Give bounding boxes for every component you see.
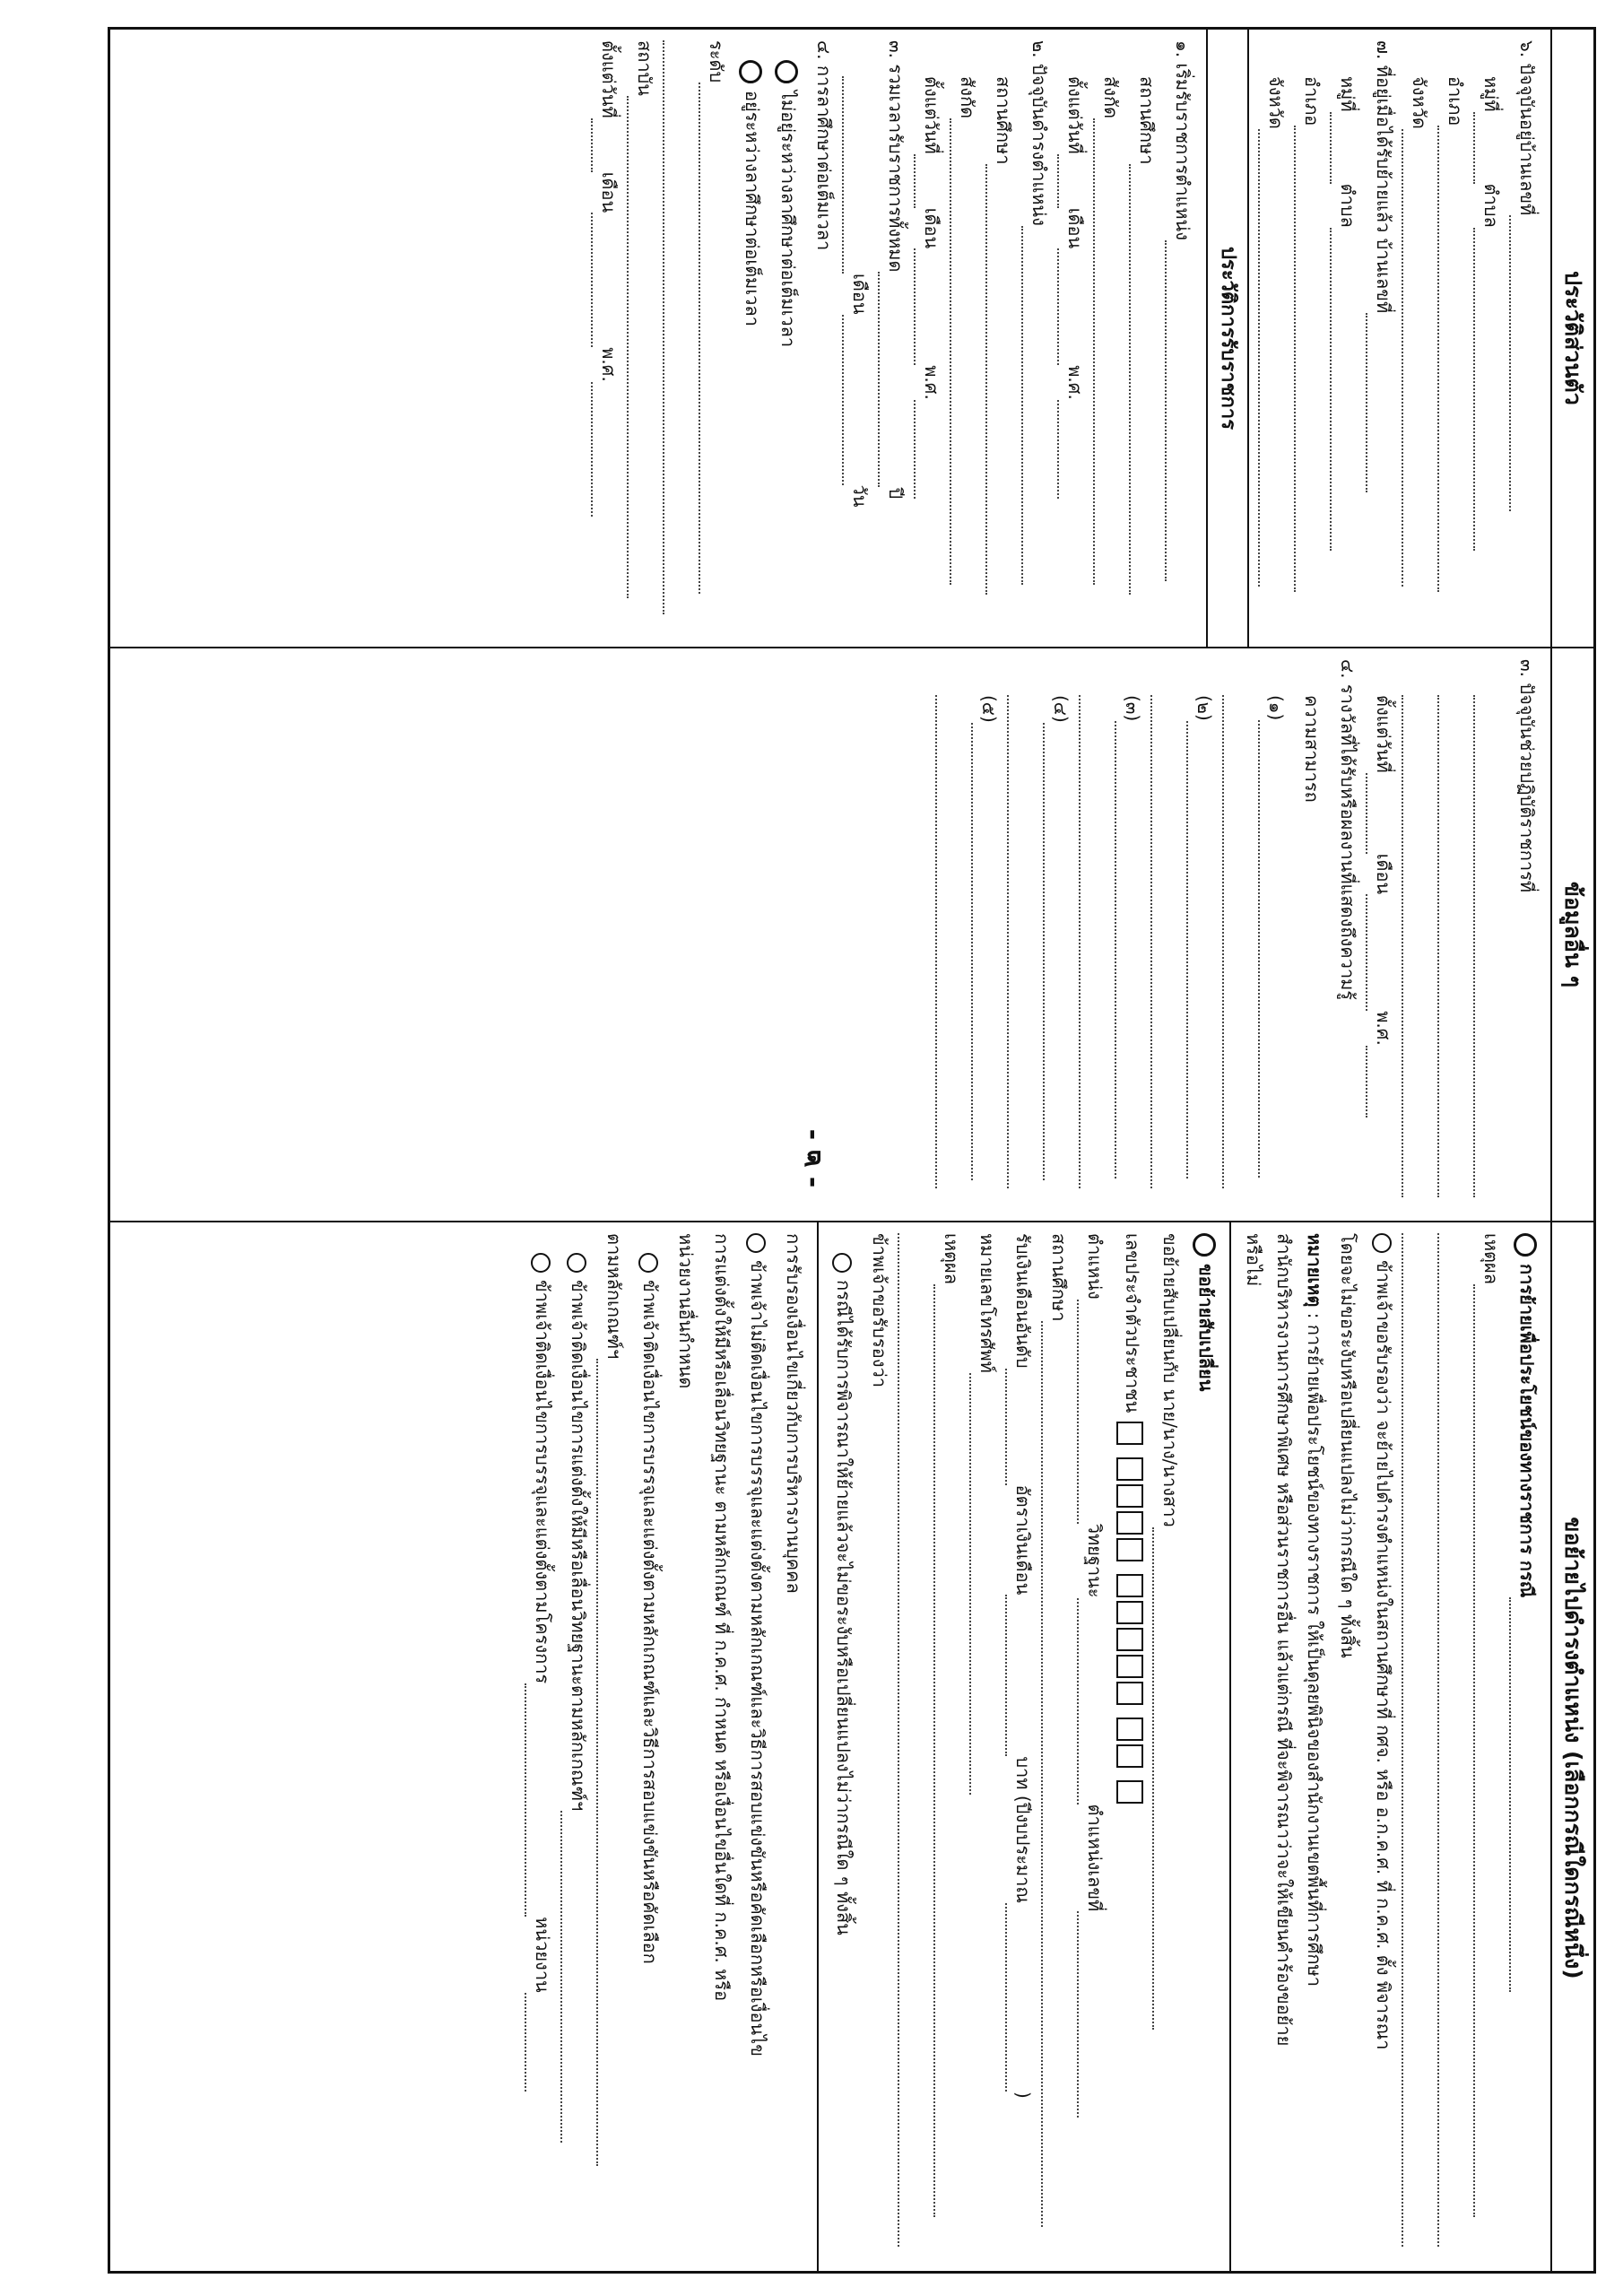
current-duty-row: ๓. ปัจจุบันช่วยปฏิบัติราชการที่ <box>1516 659 1538 893</box>
not-on-leave-radio[interactable] <box>776 60 799 83</box>
start-school-field[interactable] <box>1129 164 1150 595</box>
on-leave-option[interactable]: อยู่ระหว่างลาศึกษาต่อเต็มเวลา <box>734 40 770 638</box>
condition-2-row-2: ตามหลักเกณฑ์ฯ <box>596 1233 632 2265</box>
id-digit-box[interactable] <box>1116 1780 1143 1804</box>
condition-3-field[interactable] <box>560 1811 582 2143</box>
condition-1-option[interactable]: ข้าพเจ้าไม่ติดเงื่อนไขการบรรจุและแต่งตั้งตามหลักเกณฑ์และวิธีการสอบแข่งขันหรือคัดเลือกหรือเงื่อนไข <box>740 1233 776 2265</box>
swap-school-row: สถานศึกษา <box>1041 1233 1077 2265</box>
id-digit-box[interactable] <box>1116 1511 1143 1535</box>
duty-line-2 <box>1437 659 1473 1212</box>
duty-year-field[interactable] <box>1366 1046 1387 1118</box>
id-digit-box[interactable] <box>1116 1538 1143 1561</box>
id-boxes[interactable] <box>1113 1422 1151 1807</box>
swap-name-field[interactable] <box>1152 1527 1174 2030</box>
gov-reason-field-3[interactable] <box>1402 1233 1423 2247</box>
id-digit-box[interactable] <box>1116 1682 1143 1705</box>
gov-benefit-radio[interactable] <box>1515 1233 1538 1257</box>
total-days-field[interactable] <box>842 315 864 485</box>
swap-reason-row-2 <box>898 1233 933 2265</box>
award-4-field[interactable] <box>1043 723 1064 1180</box>
swap-phone-row: หมายเลขโทรศัพท์ <box>969 1233 1005 2265</box>
transfer-request-column <box>110 1222 1593 2274</box>
certify-option[interactable]: ข้าพเจ้าขอรับรองว่า จะย้ายไปดำรงตำแหน่งในสถานศึกษาที่ กศจ. หรือ อ.ก.ค.ศ. ที่ ก.ค.ศ. ตั้ง พิจารณา <box>1366 1233 1402 2265</box>
amphoe-row: อำเภอ <box>1437 40 1473 638</box>
start-affiliation-row: สังกัด <box>1093 40 1129 638</box>
award-4-row: (๔) <box>1043 659 1079 1212</box>
swap-salary-level-field[interactable] <box>1005 1369 1027 1485</box>
leave-date-row: ตั้งแต่วันที่เดือนพ.ศ. <box>591 40 627 638</box>
i-certify-row: ข้าพเจ้าขอรับรองว่า <box>869 1233 890 1387</box>
start-month-field[interactable] <box>1057 248 1079 365</box>
award-4-row-b <box>1007 659 1043 1212</box>
condition-4-unit-field[interactable] <box>525 1993 546 2092</box>
swap-option[interactable]: ขอย้ายสับเปลี่ยน <box>1188 1233 1224 2265</box>
swap-rank-field[interactable] <box>1077 1598 1098 1805</box>
institute-field[interactable] <box>627 96 648 598</box>
condition-4-radio[interactable] <box>532 1253 551 1273</box>
start-year-field[interactable] <box>1057 400 1079 499</box>
new-changwat-row: จังหวัด <box>1258 40 1294 638</box>
award-3-row-b <box>1079 659 1115 1212</box>
condition-3-option[interactable]: ข้าพเจ้าติดเงื่อนไขการแต่งตั้งให้มีหรือเลื่อนวิทยฐานะตามหลักเกณฑ์ฯ <box>560 1233 596 2265</box>
certify-radio[interactable] <box>1373 1233 1393 1253</box>
gov-reason-row-2 <box>1437 1233 1473 2265</box>
transfer-request-header: ขอย้ายไปดำรงตำแหน่ง (เลือกกรณีใดกรณีหนึ่ง) <box>1550 1222 1593 2274</box>
swap-school-field[interactable] <box>1041 1321 1063 2227</box>
current-affiliation-row: สังกัด <box>950 40 985 638</box>
condition-2-field[interactable] <box>596 1359 618 2166</box>
duty-line-3 <box>1402 659 1437 1212</box>
id-row: เลขประจำตัวประชาชน <box>1113 1233 1152 2265</box>
start-date-row: ตั้งแต่วันที่เดือนพ.ศ. <box>1057 40 1093 638</box>
condition-3-radio[interactable] <box>568 1253 587 1273</box>
award-2-field-b[interactable] <box>1150 695 1172 1188</box>
start-affiliation-field[interactable] <box>1093 118 1115 585</box>
swap-salary-rate-field[interactable] <box>1005 1595 1027 1756</box>
gov-benefit-option[interactable]: การย้ายเพื่อประโยชน์ของทางราชการ กรณี <box>1509 1233 1545 2265</box>
new-moo-field[interactable] <box>1330 112 1351 184</box>
changwat-field[interactable] <box>1402 129 1423 587</box>
gov-benefit-case-field[interactable] <box>1509 1597 1531 1992</box>
id-digit-box[interactable] <box>1116 1422 1143 1445</box>
award-1-row-b <box>1222 659 1258 1212</box>
house-no-field[interactable] <box>1509 215 1531 511</box>
swap-salary-row: รับเงินเดือนอันดับอัตราเงินเดือนบาท (ปีงบประมาณ) <box>1005 1233 1041 2265</box>
award-2-row-b <box>1150 659 1186 1212</box>
current-day-field[interactable] <box>914 154 935 208</box>
current-school-row: สถานศึกษา <box>985 40 1021 638</box>
on-leave-radio[interactable] <box>740 60 763 83</box>
level-row: ระดับ <box>699 40 734 638</box>
swap-reason-field[interactable] <box>933 1284 955 2217</box>
swap-position-no-field[interactable] <box>1077 1911 1098 2118</box>
awards-row-2: ความสามารถ <box>1301 695 1323 803</box>
id-digit-box[interactable] <box>1116 1718 1143 1741</box>
new-house-no-field[interactable] <box>1366 313 1387 492</box>
id-digit-box[interactable] <box>1116 1655 1143 1678</box>
gov-reason-row-3 <box>1402 1233 1437 2265</box>
swap-with-row: ขอย้ายสับเปลี่ยนกับ นาย/นาง/นางสาว <box>1152 1233 1188 2265</box>
page-number: - ๒ - <box>795 1128 828 1188</box>
id-digit-box[interactable] <box>1116 1628 1143 1651</box>
tambon-field[interactable] <box>1473 228 1495 551</box>
new-amphoe-row: อำเภอ <box>1294 40 1330 638</box>
duty-day-field[interactable] <box>1366 773 1387 854</box>
award-1-field[interactable] <box>1258 720 1280 1178</box>
institute-row: สถาบัน <box>627 40 663 638</box>
total-months-field[interactable] <box>842 76 864 274</box>
swap-fiscal-year-field[interactable] <box>1005 1903 1027 2092</box>
gov-reason-field[interactable] <box>1473 1284 1495 2217</box>
duty-field-1[interactable] <box>1473 695 1495 1197</box>
study-leave-row: ๔. การลาศึกษาต่อเต็มเวลา <box>813 40 835 251</box>
start-position-row: ๑. เริ่มรับราชการตำแหน่ง <box>1165 40 1201 638</box>
current-year-field[interactable] <box>914 400 935 499</box>
condition-2-radio[interactable] <box>639 1253 659 1273</box>
new-changwat-field[interactable] <box>1258 129 1280 587</box>
new-tambon-field[interactable] <box>1330 228 1351 551</box>
award-2-field[interactable] <box>1186 721 1208 1178</box>
certify-row-2: โดยจะไม่ขอระงับหรือเปลี่ยนแปลงไม่ว่ากรณีใด ๆ ทั้งสิ้น <box>1337 1233 1358 1658</box>
amphoe-field[interactable] <box>1437 126 1459 592</box>
note-line-3: หรือไม่ <box>1243 1233 1264 1287</box>
level-row-2 <box>663 40 699 638</box>
case-approved-option[interactable]: กรณีได้รับการพิจารณาให้ย้ายแล้วจะไม่ขอระงับหรือเปลี่ยนแปลงไม่ว่ากรณีใด ๆ ทั้งสิ้น <box>826 1233 862 2265</box>
level-field[interactable] <box>699 83 720 594</box>
level-field-2[interactable] <box>663 40 684 614</box>
swap-position-field[interactable] <box>1077 1300 1098 1524</box>
award-3-field[interactable] <box>1115 721 1136 1178</box>
note-label: หมายเหตุ <box>1304 1233 1325 1308</box>
current-month-field[interactable] <box>914 248 935 365</box>
current-school-field[interactable] <box>985 164 1007 595</box>
current-position-row: ๒. ปัจจุบันดำรงตำแหน่ง <box>1021 40 1057 638</box>
changwat-row: จังหวัด <box>1402 40 1437 638</box>
condition-2-option[interactable]: ข้าพเจ้าติดเงื่อนไขการบรรจุและแต่งตั้งตามหลักเกณฑ์และวิธีการสอบแข่งขันหรือคัดเลือก <box>632 1233 668 2265</box>
swap-reason-row: เหตุผล <box>933 1233 969 2265</box>
gov-reason-field-2[interactable] <box>1437 1233 1459 2247</box>
service-history-header: ประวัติการรับราชการ <box>1206 30 1249 647</box>
condition-4-option[interactable]: ข้าพเจ้าติดเงื่อนไขการบรรจุและแต่งตั้งตามโครงการหน่วยงาน <box>525 1233 560 2265</box>
award-1-row: (๑) <box>1258 659 1294 1212</box>
condition-1-radio[interactable] <box>747 1233 767 1253</box>
swap-divider <box>1229 1222 1231 2274</box>
swap-phone-field[interactable] <box>969 1373 991 1795</box>
start-school-row: สถานศึกษา <box>1129 40 1165 638</box>
moo-field[interactable] <box>1473 112 1495 184</box>
condition-4-project-field[interactable] <box>525 1683 546 1917</box>
id-digit-box[interactable] <box>1116 1484 1143 1508</box>
leave-month-field[interactable] <box>591 213 612 347</box>
start-position-field[interactable] <box>1165 240 1186 581</box>
other-info-header: ข้อมูลอื่น ๆ <box>1550 648 1593 1221</box>
personal-history-column <box>110 30 1593 648</box>
form-sheet <box>108 27 1596 2274</box>
duty-date-row: ตั้งแต่วันที่เดือนพ.ศ. <box>1366 659 1402 1212</box>
award-1-field-b[interactable] <box>1222 695 1244 1188</box>
id-digit-box[interactable] <box>1116 1457 1143 1481</box>
case-approved-radio[interactable] <box>833 1253 853 1273</box>
hr-cert-row: การรับรองเงื่อนไขเกี่ยวกับการบริหารงานบุคคล <box>783 1233 804 1594</box>
leave-year-field[interactable] <box>591 382 612 517</box>
note-line-2: สำนักบริหารงานการศึกษาพิเศษ หรือส่วนราชการอื่น แล้วแต่กรณี ที่จะพิจารณาว่าจะให้เขียนคำร้องขอย้าย <box>1273 1233 1295 2047</box>
current-affiliation-field[interactable] <box>950 118 971 585</box>
hr-divider <box>817 1222 819 2274</box>
not-on-leave-option[interactable]: ไม่อยู่ระหว่างลาศึกษาต่อเต็มเวลา <box>770 40 806 638</box>
swap-radio[interactable] <box>1193 1233 1217 1257</box>
gov-reason-row: เหตุผล <box>1473 1233 1509 2265</box>
duty-month-field[interactable] <box>1366 894 1387 1011</box>
new-moo-row: หมู่ที่ตำบล <box>1330 40 1366 638</box>
total-service-row: ๓. รวมเวลารับราชการทั้งหมดปี <box>878 40 914 638</box>
total-years-field[interactable] <box>878 272 899 487</box>
award-2-row: (๒) <box>1186 659 1222 1212</box>
award-5-row: (๕) <box>971 659 1007 1212</box>
other-info-column <box>110 648 1593 1222</box>
start-day-field[interactable] <box>1057 154 1079 208</box>
total-months-row: เดือนวัน <box>842 40 878 638</box>
note-block: หมายเหตุ : การย้ายเพื่อประโยชน์ของทางราชการ ให้เป็นดุลยพินิจของสำนักงานเขตพื้นที่การศึกษา <box>1304 1233 1325 1987</box>
duty-field-3[interactable] <box>1402 695 1423 1197</box>
id-digit-box[interactable] <box>1116 1601 1143 1624</box>
leave-day-field[interactable] <box>591 118 612 172</box>
award-5-field-b[interactable] <box>935 695 957 1188</box>
award-3-row: (๓) <box>1115 659 1150 1212</box>
swap-position-row: ตำแหน่งวิทยฐานะตำแหน่งเลขที่ <box>1077 1233 1113 2265</box>
id-digit-box[interactable] <box>1116 1574 1143 1597</box>
current-position-field[interactable] <box>1021 226 1043 585</box>
id-digit-box[interactable] <box>1116 1744 1143 1768</box>
award-5-field[interactable] <box>971 723 993 1180</box>
new-address-row: ๗. ที่อยู่เมื่อได้รับย้ายแล้ว บ้านเลขที่ <box>1366 40 1402 638</box>
current-address-row: ๖. ปัจจุบันอยู่บ้านเลขที่ <box>1509 40 1545 638</box>
duty-field-2[interactable] <box>1437 695 1459 1197</box>
moo-row: หมู่ที่ตำบล <box>1473 40 1509 638</box>
award-3-field-b[interactable] <box>1079 695 1100 1188</box>
award-5-row-b <box>935 659 971 1212</box>
awards-row: ๔. รางวัลที่ได้รับหรือผลงานที่แสดงถึงความรู้ <box>1337 659 1358 1000</box>
swap-reason-field-2[interactable] <box>898 1233 919 2247</box>
award-4-field-b[interactable] <box>1007 695 1028 1188</box>
personal-history-header: ประวัติส่วนตัว <box>1550 30 1593 647</box>
duty-line-1 <box>1473 659 1509 1212</box>
condition-1-row-3: หน่วยงานอื่นกำหนด <box>675 1233 697 1389</box>
current-date-row: ตั้งแต่วันที่เดือนพ.ศ. <box>914 40 950 638</box>
condition-1-row-2: การแต่งตั้งให้มีหรือเลื่อนวิทยฐานะ ตามหลักเกณฑ์ ที่ ก.ค.ศ. กำหนด หรือเงื่อนไขอื่นใดที่ ก.ค.ศ. หรือ <box>711 1233 733 2002</box>
new-amphoe-field[interactable] <box>1294 126 1315 592</box>
